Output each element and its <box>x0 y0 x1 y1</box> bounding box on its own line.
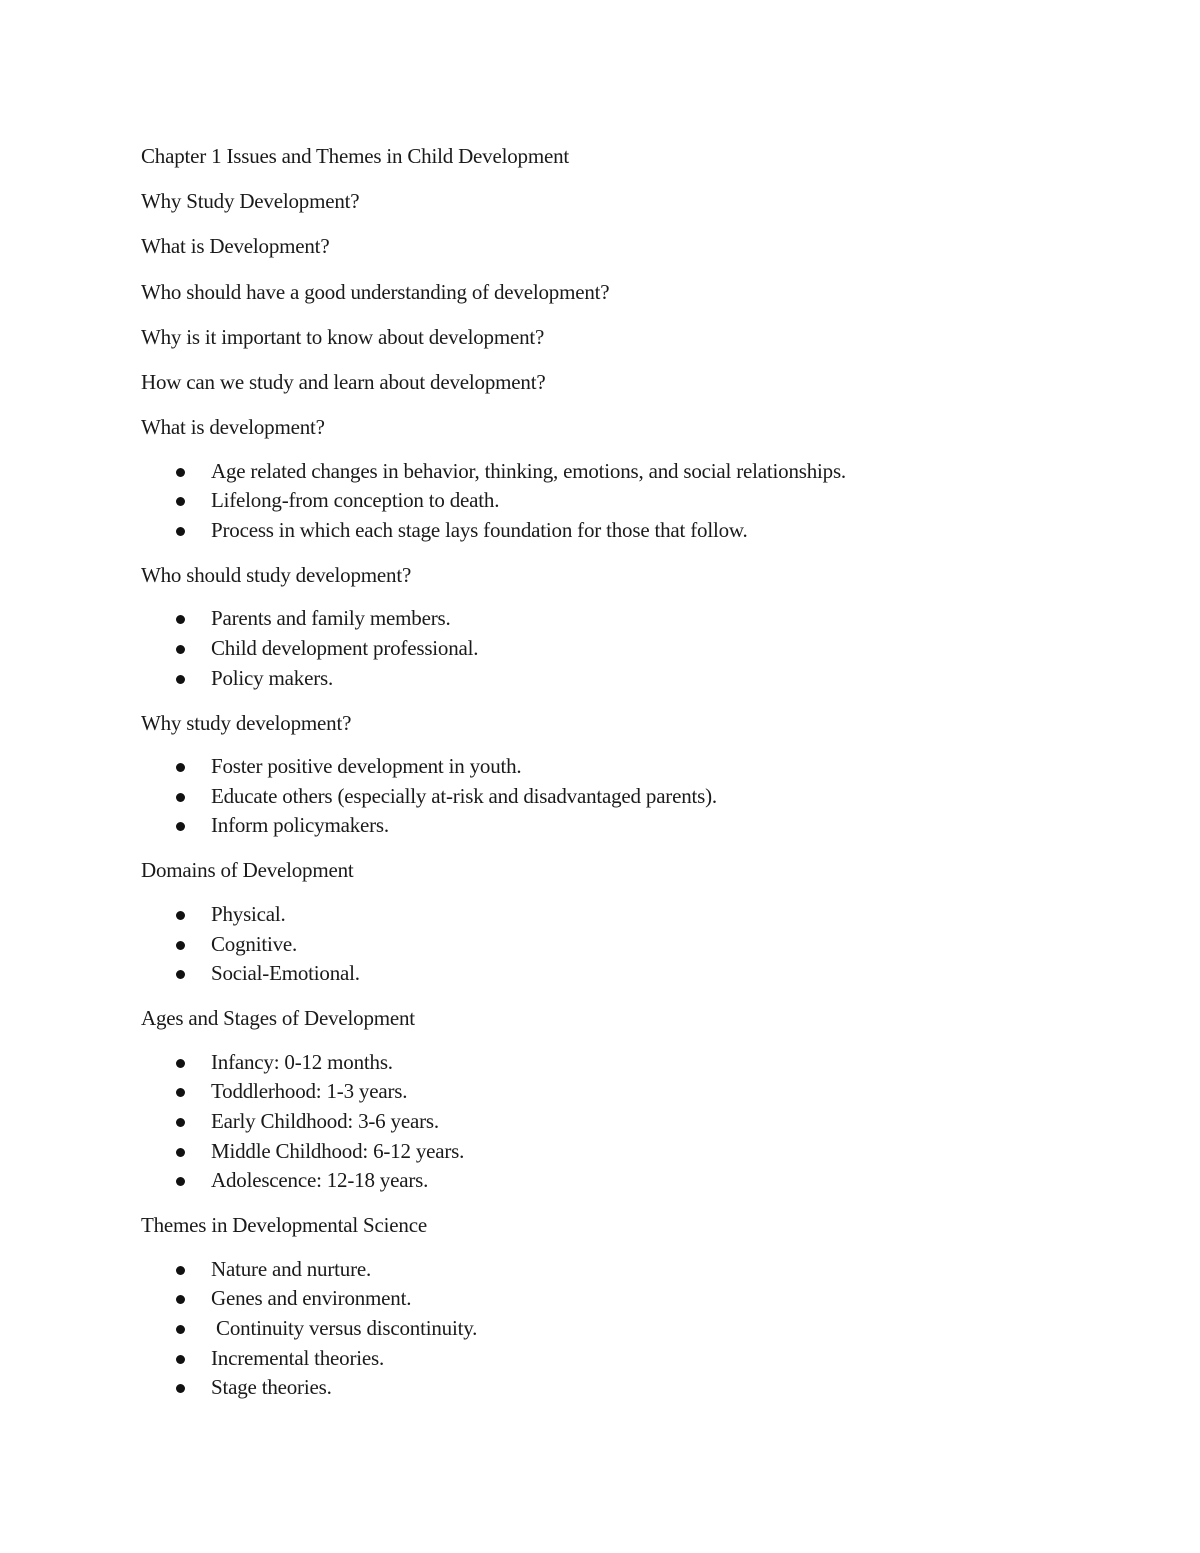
bullet-text: Genes and environment. <box>211 1286 412 1311</box>
bullet-dot-icon <box>176 1118 185 1127</box>
bullet-item <box>141 930 1101 960</box>
bullet-text: Social-Emotional. <box>211 961 360 986</box>
bullet-text: Early Childhood: 3-6 years. <box>211 1108 439 1133</box>
bullet-text: Age related changes in behavior, thinking, emotions, and social relationships. <box>211 458 846 483</box>
question-line: What is Development? <box>141 234 330 259</box>
bullet-dot-icon <box>176 1384 185 1393</box>
bullet-dot-icon <box>176 793 185 802</box>
bullet-text: Educate others (especially at-risk and disadvantaged parents). <box>211 783 717 808</box>
question-line: How can we study and learn about development? <box>141 369 546 394</box>
bullet-item <box>141 664 1101 694</box>
bullet-text: Adolescence: 12-18 years. <box>211 1168 429 1193</box>
bullet-dot-icon <box>176 1148 185 1157</box>
section-heading: Themes in Developmental Science <box>141 1213 427 1238</box>
bullet-dot-icon <box>176 1177 185 1186</box>
bullet-item <box>141 1314 1101 1344</box>
bullet-item <box>141 1048 1101 1078</box>
bullet-list <box>141 900 1101 989</box>
bullet-text: Infancy: 0-12 months. <box>211 1049 393 1074</box>
section-heading: Domains of Development <box>141 858 354 883</box>
bullet-item <box>141 1077 1101 1107</box>
bullet-list <box>141 604 1101 693</box>
bullet-dot-icon <box>176 615 185 624</box>
bullet-text: Cognitive. <box>211 931 298 956</box>
bullet-list <box>141 1255 1101 1403</box>
question-list <box>141 186 1101 397</box>
bullet-dot-icon <box>176 1295 185 1304</box>
bullet-dot-icon <box>176 527 185 536</box>
bullet-dot-icon <box>176 1266 185 1275</box>
bullet-item <box>141 1255 1101 1285</box>
bullet-dot-icon <box>176 675 185 684</box>
bullet-dot-icon <box>176 497 185 506</box>
bullet-text: Stage theories. <box>211 1375 332 1400</box>
bullet-dot-icon <box>176 1059 185 1068</box>
bullet-item <box>141 752 1101 782</box>
section-heading: Why study development? <box>141 710 352 735</box>
bullet-dot-icon <box>176 763 185 772</box>
section-heading: What is development? <box>141 415 325 440</box>
bullet-item <box>141 1166 1101 1196</box>
bullet-text: Policy makers. <box>211 665 334 690</box>
question-line: Who should have a good understanding of development? <box>141 279 610 304</box>
bullet-list <box>141 752 1101 841</box>
bullet-item <box>141 1137 1101 1167</box>
bullet-text: Continuity versus discontinuity. <box>211 1315 478 1340</box>
bullet-dot-icon <box>176 1088 185 1097</box>
bullet-dot-icon <box>176 645 185 654</box>
bullet-dot-icon <box>176 468 185 477</box>
bullet-text: Parents and family members. <box>211 606 451 631</box>
bullet-item <box>141 516 1101 546</box>
bullet-text: Nature and nurture. <box>211 1256 372 1281</box>
section-list <box>141 412 1101 1403</box>
document-body <box>141 141 1101 1417</box>
bullet-item <box>141 1107 1101 1137</box>
bullet-dot-icon <box>176 970 185 979</box>
bullet-item <box>141 959 1101 989</box>
bullet-text: Lifelong-from conception to death. <box>211 488 500 513</box>
bullet-text: Physical. <box>211 901 286 926</box>
section-heading: Who should study development? <box>141 562 412 587</box>
bullet-dot-icon <box>176 1325 185 1334</box>
bullet-item <box>141 1373 1101 1403</box>
bullet-item <box>141 1284 1101 1314</box>
bullet-text: Middle Childhood: 6-12 years. <box>211 1138 465 1163</box>
bullet-text: Process in which each stage lays foundation for those that follow. <box>211 517 748 542</box>
bullet-item <box>141 1344 1101 1374</box>
bullet-list <box>141 457 1101 546</box>
bullet-item <box>141 604 1101 634</box>
bullet-list <box>141 1048 1101 1196</box>
bullet-item <box>141 457 1101 487</box>
section-heading: Ages and Stages of Development <box>141 1006 415 1031</box>
bullet-item <box>141 782 1101 812</box>
bullet-dot-icon <box>176 1355 185 1364</box>
bullet-text: Child development professional. <box>211 636 479 660</box>
bullet-text: Toddlerhood: 1-3 years. <box>211 1079 408 1104</box>
bullet-item <box>141 486 1101 516</box>
bullet-text: Foster positive development in youth. <box>211 754 522 779</box>
bullet-dot-icon <box>176 941 185 950</box>
bullet-item <box>141 900 1101 930</box>
bullet-item <box>141 811 1101 841</box>
bullet-item <box>141 634 1101 664</box>
bullet-text: Inform policymakers. <box>211 813 389 838</box>
bullet-text: Incremental theories. <box>211 1345 385 1370</box>
question-line: Why Study Development? <box>141 189 360 214</box>
bullet-dot-icon <box>176 911 185 920</box>
document-title: Chapter 1 Issues and Themes in Child Development <box>141 144 570 168</box>
bullet-dot-icon <box>176 822 185 831</box>
question-line: Why is it important to know about development? <box>141 324 545 349</box>
